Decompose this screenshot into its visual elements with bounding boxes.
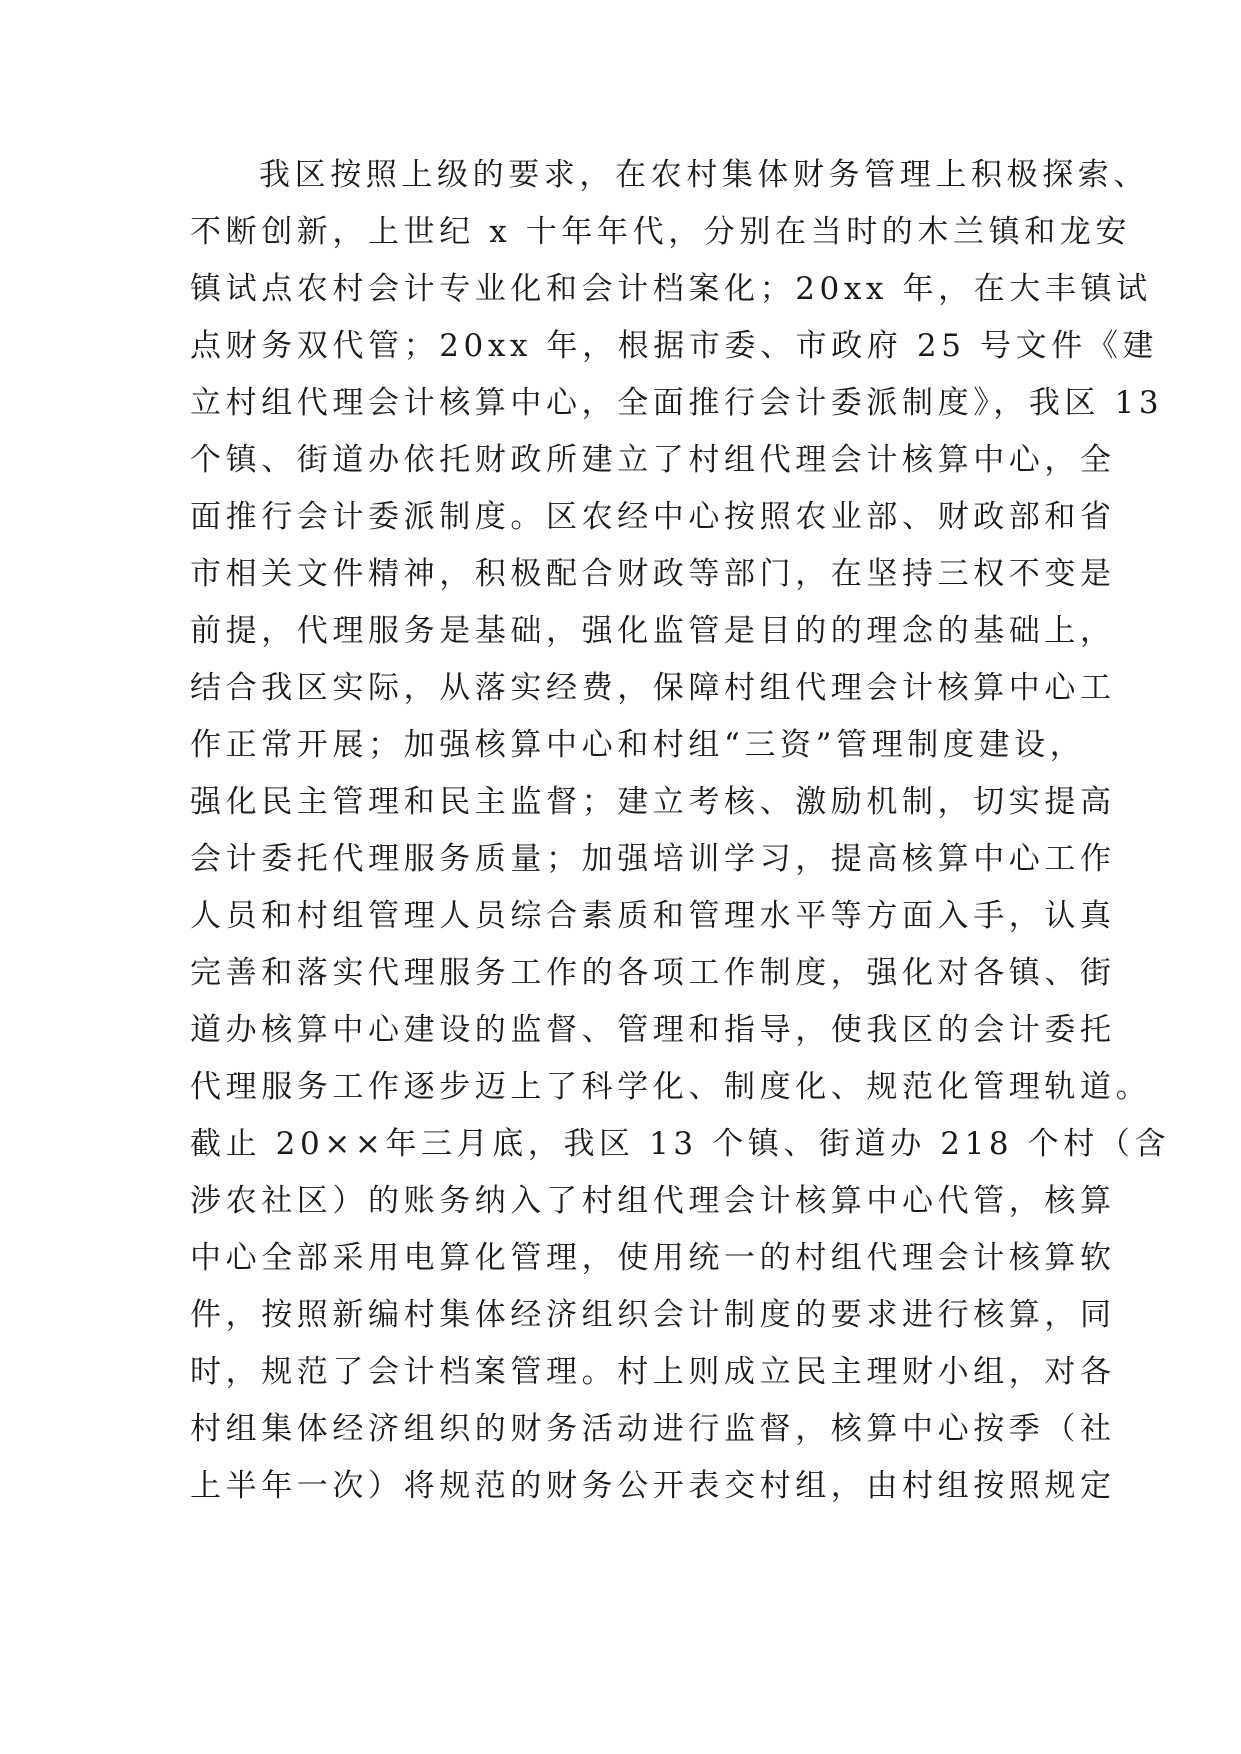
text-line: 完善和落实代理服务工作的各项工作制度，强化对各镇、街 [190,955,1116,991]
text-line: 市相关文件精神，积极配合财政等部门，在坚持三权不变是 [190,556,1116,592]
text-line: 个镇、街道办依托财政所建立了村组代理会计核算中心，全 [190,442,1116,478]
text-line: 人员和村组管理人员综合素质和管理水平等方面入手，认真 [190,898,1116,934]
text-line: 点财务双代管；20xx 年，根据市委、市政府 25 号文件《建 [190,328,1159,364]
text-line: 作正常开展；加强核算中心和村组“三资”管理制度建设， [190,727,1086,763]
text-line: 不断创新，上世纪 x 十年年代，分别在当时的木兰镇和龙安 [190,214,1131,250]
text-line: 中心全部采用电算化管理，使用统一的村组代理会计核算软 [190,1240,1116,1276]
text-line: 涉农社区）的账务纳入了村组代理会计核算中心代管，核算 [190,1183,1116,1219]
text-line: 强化民主管理和民主监督；建立考核、激励机制，切实提高 [190,784,1116,820]
text-line: 代理服务工作逐步迈上了科学化、制度化、规范化管理轨道。 [190,1069,1152,1105]
text-line: 镇试点农村会计专业化和会计档案化；20xx 年，在大丰镇试 [190,271,1152,307]
text-line: 前提，代理服务是基础，强化监管是目的的理念的基础上， [190,613,1116,649]
text-line: 立村组代理会计核算中心，全面推行会计委派制度》，我区 13 [190,385,1164,421]
text-line: 时，规范了会计档案管理。村上则成立民主理财小组，对各 [190,1354,1116,1390]
text-line: 上半年一次）将规范的财务公开表交村组，由村组按照规定 [190,1468,1116,1504]
text-line: 我区按照上级的要求，在农村集体财务管理上积极探索、 [259,157,1149,193]
text-line: 村组集体经济组织的财务活动进行监督，核算中心按季（社 [190,1411,1116,1447]
text-line: 结合我区实际，从落实经费，保障村组代理会计核算中心工 [190,670,1116,706]
text-line: 面推行会计委派制度。区农经中心按照农业部、财政部和省 [190,499,1116,535]
text-line: 件，按照新编村集体经济组织会计制度的要求进行核算，同 [190,1297,1116,1333]
text-line: 会计委托代理服务质量；加强培训学习，提高核算中心工作 [190,841,1116,877]
text-line: 道办核算中心建设的监督、管理和指导，使我区的会计委托 [190,1012,1116,1048]
text-line: 截止 20××年三月底，我区 13 个镇、街道办 218 个村（含 [190,1126,1171,1162]
